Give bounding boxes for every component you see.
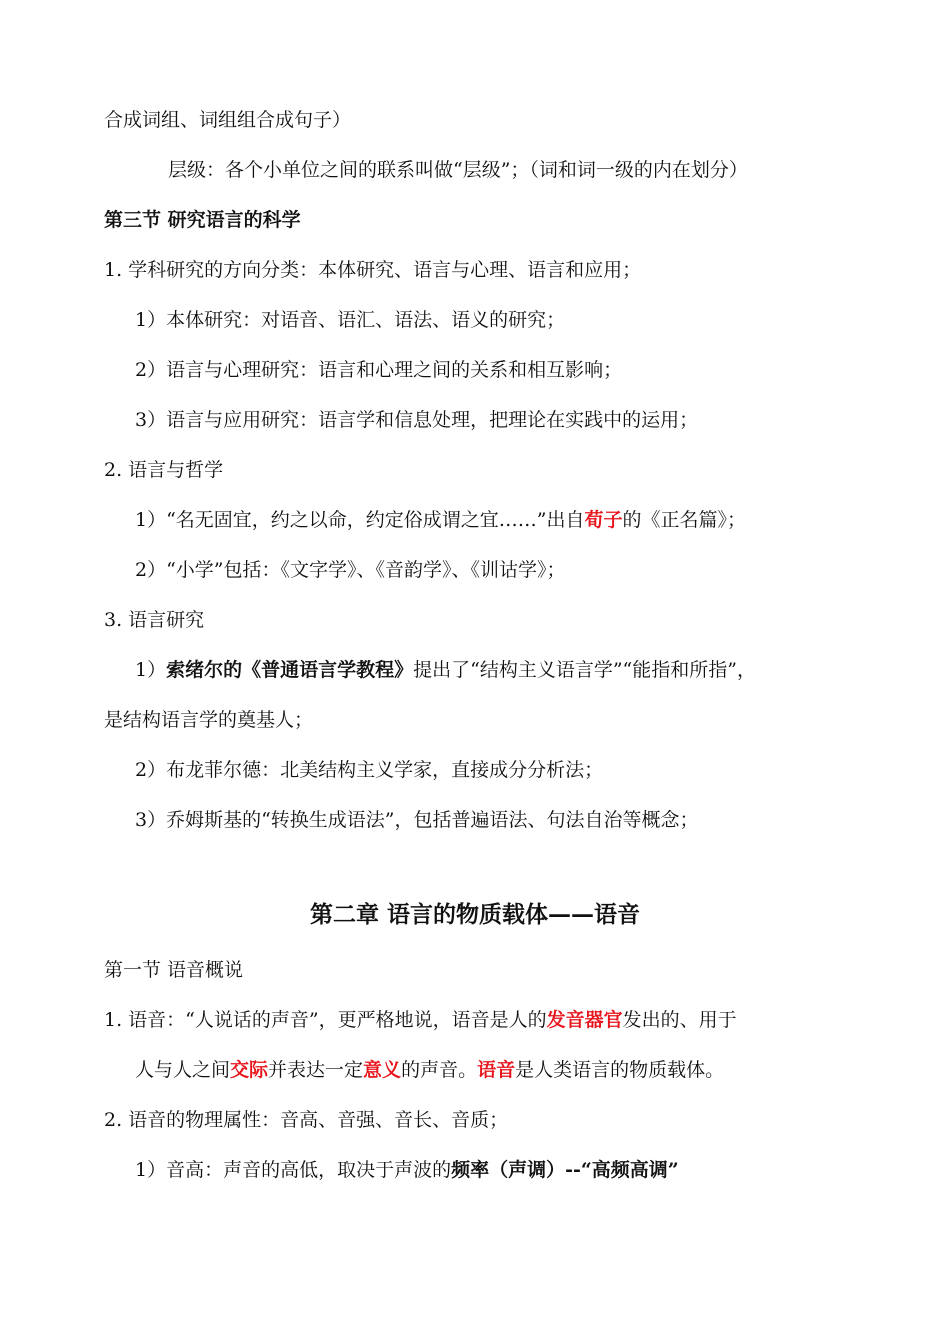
text-span: 人与人之间 (135, 1059, 231, 1081)
highlight-red: 交际 (230, 1059, 269, 1081)
list-subitem (135, 507, 746, 533)
list-subitem: 2）布龙菲尔德：北美结构主义学家，直接成分分析法； (135, 759, 604, 781)
text-span: 发出的、用于 (622, 1009, 737, 1031)
list-subitem: 1）本体研究：对语音、语汇、语法、语义的研究； (135, 309, 566, 331)
text-line: 层级：各个小单位之间的联系叫做“层级”；（词和词一级的内在划分） (168, 159, 748, 181)
list-item: 3. 语言研究 (104, 609, 205, 631)
list-subitem (135, 1157, 679, 1183)
list-item: 2. 语言与哲学 (104, 459, 224, 481)
highlight-red: 语音 (477, 1059, 516, 1081)
list-subitem: 2）“小学”包括：《文字学》、《音韵学》、《训诂学》； (135, 559, 566, 581)
list-subitem: 2）语言与心理研究：语言和心理之间的关系和相互影响； (135, 359, 623, 381)
highlight-red: 意义 (363, 1059, 402, 1081)
list-item: 1. 学科研究的方向分类：本体研究、语言与心理、语言和应用； (104, 259, 642, 281)
text-span: 1）音高：声音的高低，取决于声波的 (135, 1159, 452, 1181)
text-span: 的声音。 (401, 1059, 478, 1081)
bold-text: 索绪尔的《普通语言学教程》 (166, 659, 414, 681)
list-subitem (135, 657, 756, 683)
highlight-red: 发音器官 (546, 1009, 623, 1031)
list-item: 2. 语音的物理属性：音高、音强、音长、音质； (104, 1109, 509, 1131)
section-heading: 第三节 研究语言的科学 (104, 209, 301, 231)
text-span: 1） (135, 659, 167, 681)
text-span: 并表达一定 (268, 1059, 364, 1081)
chapter-title: 第二章 语言的物质载体——语音 (309, 901, 640, 928)
text-span: 的《正名篇》； (622, 509, 747, 531)
bold-text: 频率（声调）--“高频高调” (451, 1159, 679, 1181)
section-heading: 第一节 语音概说 (104, 959, 244, 981)
text-span: 1. 语音：“人说话的声音”，更严格地说，语音是人的 (104, 1009, 547, 1031)
highlight-red: 荀子 (584, 509, 623, 531)
text-span: 提出了“结构主义语言学”“能指和所指”， (413, 659, 756, 681)
list-subitem: 3）乔姆斯基的“转换生成语法”，包括普遍语法、句法自治等概念； (135, 809, 699, 831)
list-item (104, 1007, 737, 1033)
text-span: 1）“名无固宜，约之以命，约定俗成谓之宜……”出自 (135, 509, 585, 531)
text-line: 是结构语言学的奠基人； (104, 709, 314, 731)
text-span: 是人类语言的物质载体。 (515, 1059, 725, 1081)
text-line: 合成词组、词组组合成句子） (104, 109, 352, 131)
text-line (135, 1057, 724, 1083)
list-subitem: 3）语言与应用研究：语言学和信息处理，把理论在实践中的运用； (135, 409, 699, 431)
